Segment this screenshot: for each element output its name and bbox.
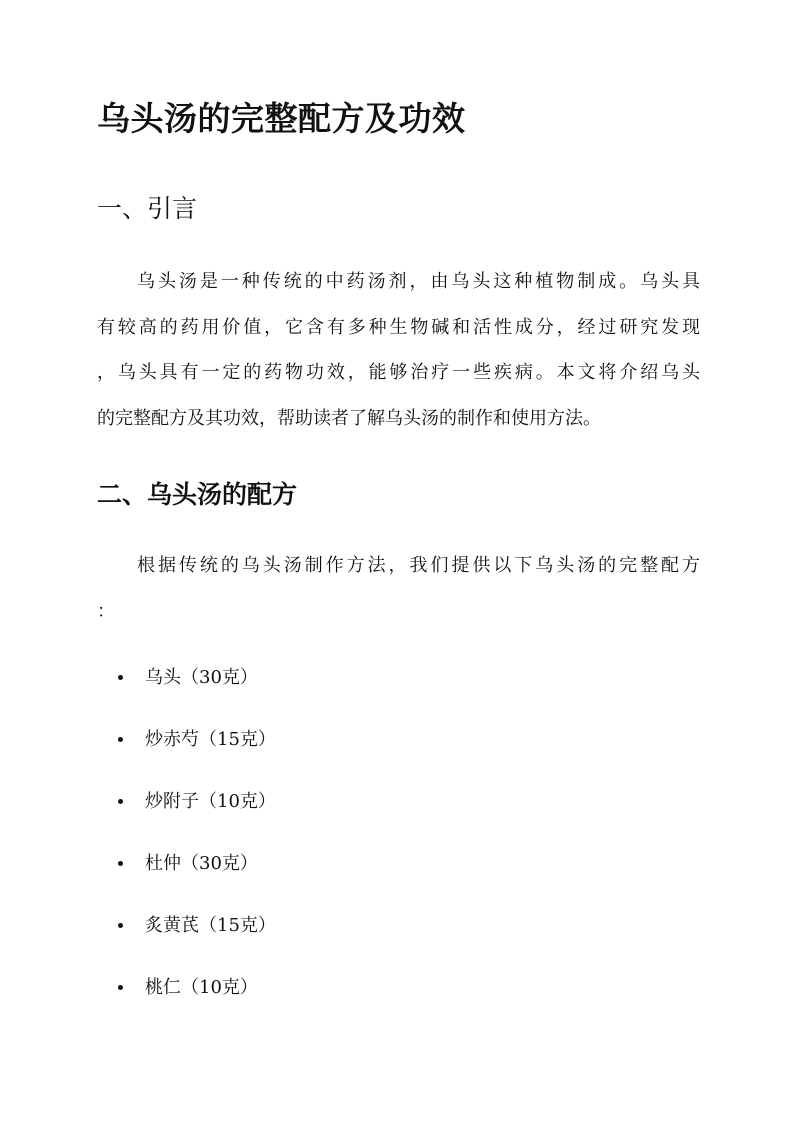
bullet-icon xyxy=(118,985,123,990)
paragraph-line: 的完整配方及其功效，帮助读者了解乌头汤的制作和使用方法。 xyxy=(97,407,601,429)
paragraph-line: 有较高的药用价值，它含有多种生物碱和活性成分，经过研究发现 xyxy=(97,316,700,338)
ingredient-label: 炙黄芪（15克） xyxy=(145,915,276,936)
paragraph-line: ： xyxy=(97,600,115,622)
bullet-icon xyxy=(118,923,123,928)
paragraph-line: 根据传统的乌头汤制作方法，我们提供以下乌头汤的完整配方 xyxy=(137,555,700,576)
paragraph-line: 乌头汤是一种传统的中药汤剂，由乌头这种植物制成。乌头具 xyxy=(137,271,700,292)
document-title: 乌头汤的完整配方及功效 xyxy=(97,99,466,138)
introduction-paragraph xyxy=(97,259,700,441)
bullet-icon xyxy=(118,799,123,804)
ingredient-label: 桃仁（10克） xyxy=(145,977,258,998)
ingredient-label: 杜仲（30克） xyxy=(145,853,258,874)
bullet-icon xyxy=(118,861,123,866)
section-heading-introduction: 一、引言 xyxy=(97,194,198,223)
bullet-icon xyxy=(118,675,123,680)
ingredient-label: 炒赤芍（15克） xyxy=(145,729,276,750)
ingredient-label: 乌头（30克） xyxy=(145,667,258,688)
section-heading-recipe: 二、乌头汤的配方 xyxy=(97,480,298,509)
ingredient-label: 炒附子（10克） xyxy=(145,791,276,812)
bullet-icon xyxy=(118,737,123,742)
paragraph-line: ，乌头具有一定的药物功效，能够治疗一些疾病。本文将介绍乌头 xyxy=(97,362,700,383)
recipe-intro-paragraph xyxy=(97,543,700,634)
